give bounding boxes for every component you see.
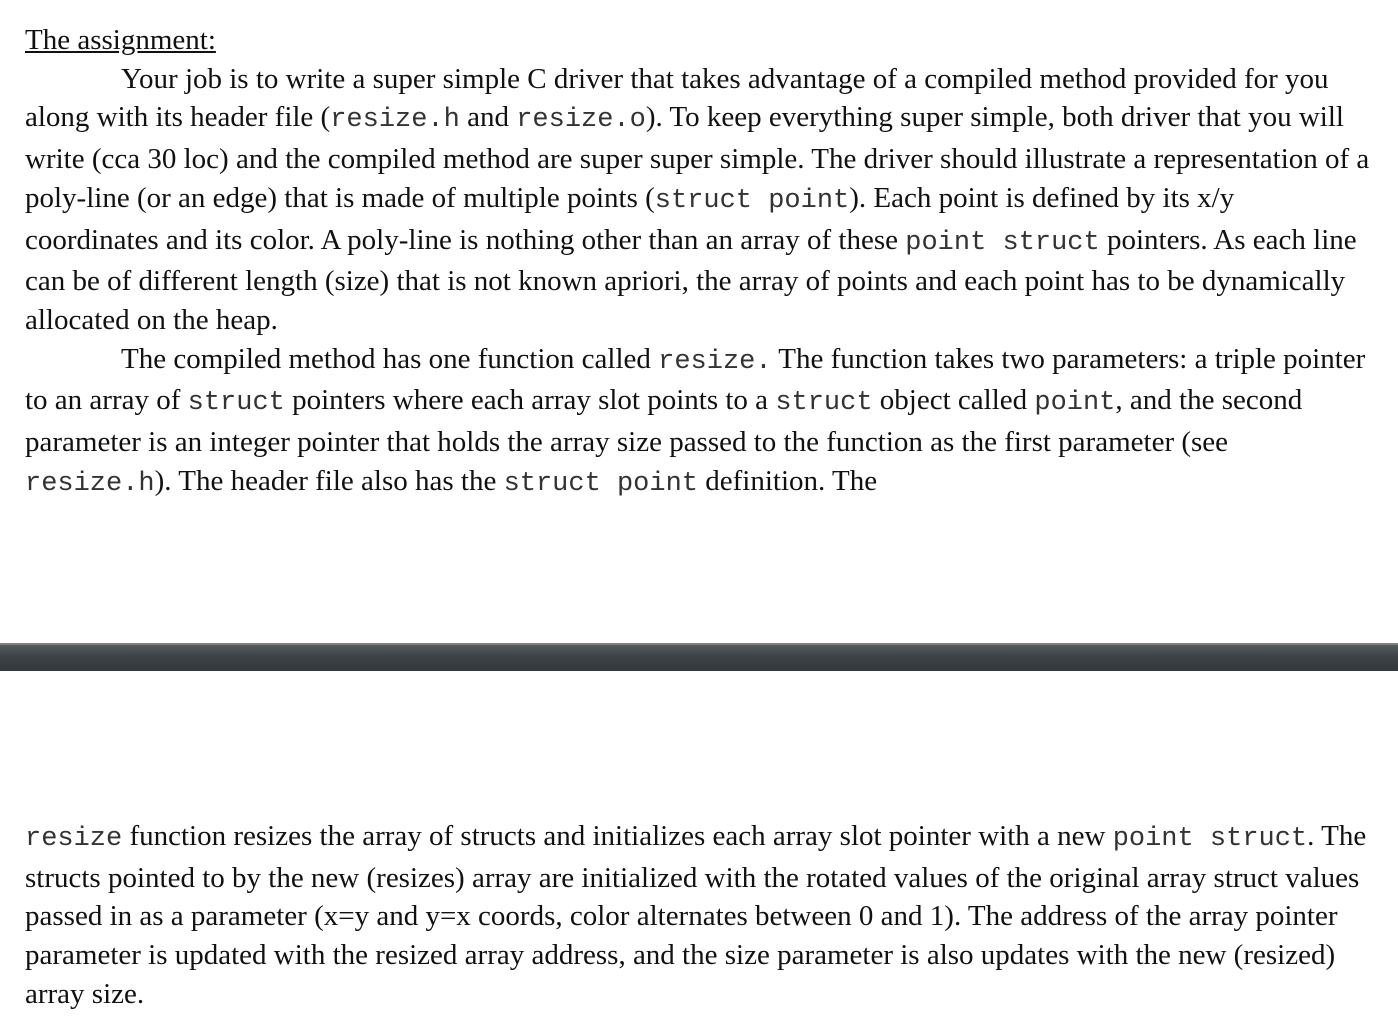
assignment-heading: The assignment:: [25, 24, 216, 56]
code-point-struct: point struct: [1112, 824, 1308, 854]
code-resize: resize.: [658, 346, 772, 377]
assignment-paragraph-2: [25, 340, 1370, 504]
document-page-bottom: [25, 817, 1370, 1017]
code-resize-o: resize.o: [516, 105, 646, 136]
code-struct: struct: [187, 388, 285, 419]
code-resize-h: resize.h: [330, 105, 460, 136]
code-struct-point: struct point: [654, 185, 850, 216]
text-run: ). To keep everything super simple, both driver that you will write (cca 30 loc) and the compiled method are super super simple. The driver should illustrate a representation of a poly-line (or an edge) that is made of multiple points (: [25, 101, 1370, 214]
text-run: definition. The: [698, 464, 878, 497]
text-run: . The structs pointed to by the new (resizes) array are initialized with the rotated values of the original array struct values passed in as a parameter (x=y and y=x coords, color alternates between 0 and 1). The address of the array pointer parameter is updated with the resized array address, and the size parameter is also updates with the new (resized) array size.: [25, 820, 1367, 1010]
text-run: function resizes the array of structs and initializes each array slot pointer with a new: [122, 820, 1113, 852]
text-run: The compiled method has one function called: [121, 342, 659, 375]
code-point-struct: point struct: [905, 227, 1100, 258]
text-run: ). The header file also has the: [154, 464, 504, 497]
text-run: object called: [872, 384, 1035, 417]
text-run: The function takes two parameters: a triple pointer to an array of: [25, 342, 1366, 417]
page-separator-highlight: [0, 643, 1398, 645]
assignment-paragraph-1: [25, 60, 1370, 340]
page-separator: [0, 643, 1398, 671]
code-struct-point: struct point: [503, 468, 698, 499]
code-point: point: [1034, 388, 1116, 419]
text-run: pointers where each array slot points to a: [284, 384, 776, 417]
text-run: Your job is to write a super simple C driver that takes advantage of a compiled method provided for you along with its header file (: [25, 62, 1329, 134]
document-page-top: [25, 21, 1370, 621]
assignment-paragraph-3: [25, 817, 1370, 1014]
code-resize: resize: [25, 824, 123, 854]
code-struct: struct: [775, 388, 873, 419]
text-run: , and the second parameter is an integer pointer that holds the array size passed to the function as the first parameter (see: [25, 384, 1303, 459]
text-run: and: [459, 101, 517, 134]
text-run: ). Each point is defined by its x/y coordinates and its color. A poly-line is nothing other than an array of these: [25, 181, 1235, 256]
code-resize-h: resize.h: [25, 468, 155, 499]
text-run: pointers. As each line can be of different length (size) that is not known apriori, the array of points and each point has to be dynamically allocated on the heap.: [25, 223, 1357, 336]
